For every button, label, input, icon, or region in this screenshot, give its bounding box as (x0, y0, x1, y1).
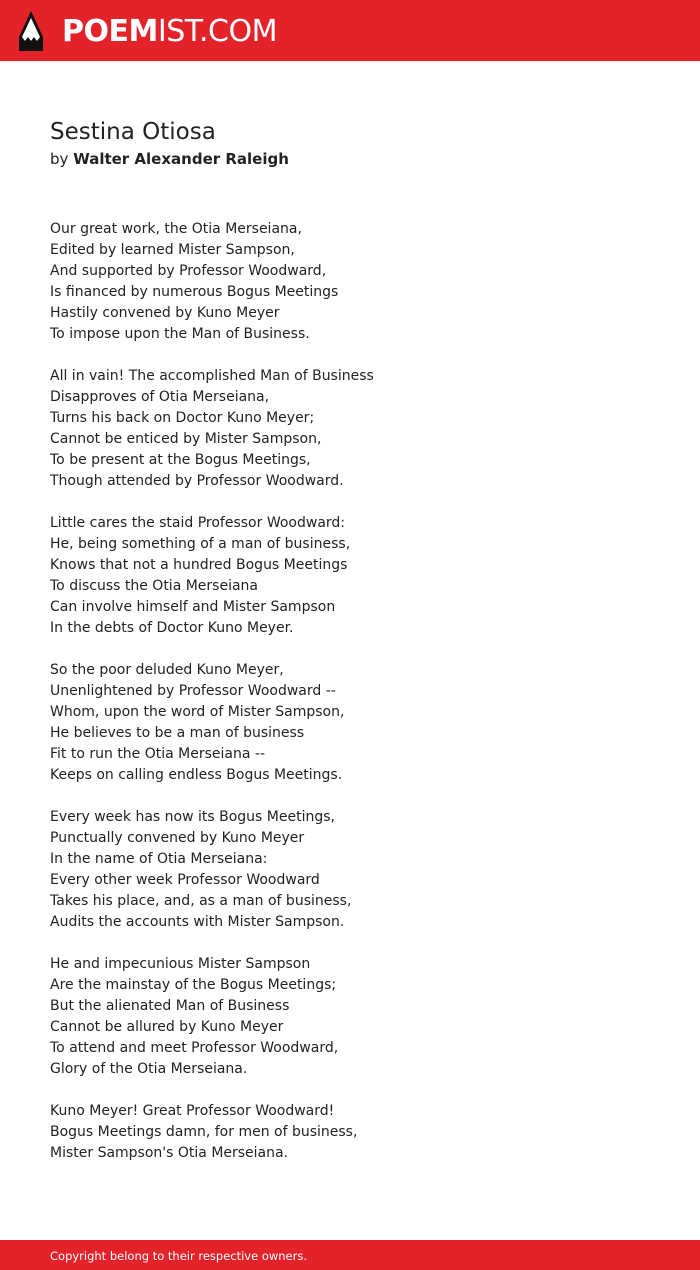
poem-stanza (50, 954, 650, 1080)
poem-stanza (50, 1101, 650, 1164)
poem-line: Keeps on calling endless Bogus Meetings. (50, 767, 343, 783)
poem-line: Disapproves of Otia Merseiana, (50, 389, 270, 405)
poem-line: Glory of the Otia Merseiana. (50, 1061, 248, 1077)
poem-stanza (50, 660, 650, 786)
poem-title: Sestina Otiosa (50, 119, 216, 145)
poem-stanza (50, 513, 650, 639)
poem-line: Fit to run the Otia Merseiana -- (50, 746, 266, 762)
poem-line: Little cares the staid Professor Woodward: (50, 515, 346, 531)
poem-line: So the poor deluded Kuno Meyer, (50, 662, 284, 678)
poem-line: To impose upon the Man of Business. (50, 326, 310, 342)
poem-line: Punctually convened by Kuno Meyer (50, 830, 305, 846)
poem-line: In the debts of Doctor Kuno Meyer. (50, 620, 294, 636)
poem-body (50, 219, 650, 1185)
pen-nib-icon[interactable] (18, 10, 44, 52)
poem-line: Hastily convened by Kuno Meyer (50, 305, 280, 321)
poem-stanza (50, 366, 650, 492)
poem-line: To discuss the Otia Merseiana (50, 578, 258, 594)
poem-line: He and impecunious Mister Sampson (50, 956, 311, 972)
poem-line: Turns his back on Doctor Kuno Meyer; (50, 410, 315, 426)
poem-line: Our great work, the Otia Merseiana, (50, 221, 302, 237)
poem-line: But the alienated Man of Business (50, 998, 290, 1014)
poem-line: Mister Sampson's Otia Merseiana. (50, 1145, 289, 1161)
site-logo[interactable] (62, 12, 277, 50)
poem-line: To attend and meet Professor Woodward, (50, 1040, 339, 1056)
poem-line: Is financed by numerous Bogus Meetings (50, 284, 339, 300)
poem-byline (50, 149, 289, 169)
poem-line: Knows that not a hundred Bogus Meetings (50, 557, 348, 573)
poem-line: Unenlightened by Professor Woodward -- (50, 683, 336, 699)
poem-line: Kuno Meyer! Great Professor Woodward! (50, 1103, 335, 1119)
poem-line: Edited by learned Mister Sampson, (50, 242, 295, 258)
poem-line: Cannot be enticed by Mister Sampson, (50, 431, 322, 447)
poem-line: Are the mainstay of the Bogus Meetings; (50, 977, 337, 993)
poem-stanza (50, 219, 650, 345)
logo-light-text: IST.COM (157, 13, 277, 49)
poem-line: Though attended by Professor Woodward. (50, 473, 344, 489)
poem-author-link[interactable]: Walter Alexander Raleigh (73, 150, 289, 168)
poem-line: All in vain! The accomplished Man of Business (50, 368, 374, 384)
site-footer (0, 1240, 700, 1270)
copyright-text: Copyright belong to their respective owners. (50, 1249, 308, 1263)
poem-line: He believes to be a man of business (50, 725, 305, 741)
poem-line: He, being something of a man of business, (50, 536, 351, 552)
poem-line: Bogus Meetings damn, for men of business, (50, 1124, 358, 1140)
poem-line: Audits the accounts with Mister Sampson. (50, 914, 345, 930)
poem-line: Can involve himself and Mister Sampson (50, 599, 336, 615)
poem-line: In the name of Otia Merseiana: (50, 851, 268, 867)
poem-line: Whom, upon the word of Mister Sampson, (50, 704, 345, 720)
poem-line: To be present at the Bogus Meetings, (50, 452, 311, 468)
site-header (0, 0, 700, 61)
poem-stanza (50, 807, 650, 933)
poem-line: Takes his place, and, as a man of business, (50, 893, 352, 909)
poem-line: Every other week Professor Woodward (50, 872, 320, 888)
poem-line: Every week has now its Bogus Meetings, (50, 809, 335, 825)
poem-line: Cannot be allured by Kuno Meyer (50, 1019, 284, 1035)
by-label: by (50, 150, 69, 168)
poem-line: And supported by Professor Woodward, (50, 263, 327, 279)
logo-bold-text: POEM (62, 13, 158, 49)
